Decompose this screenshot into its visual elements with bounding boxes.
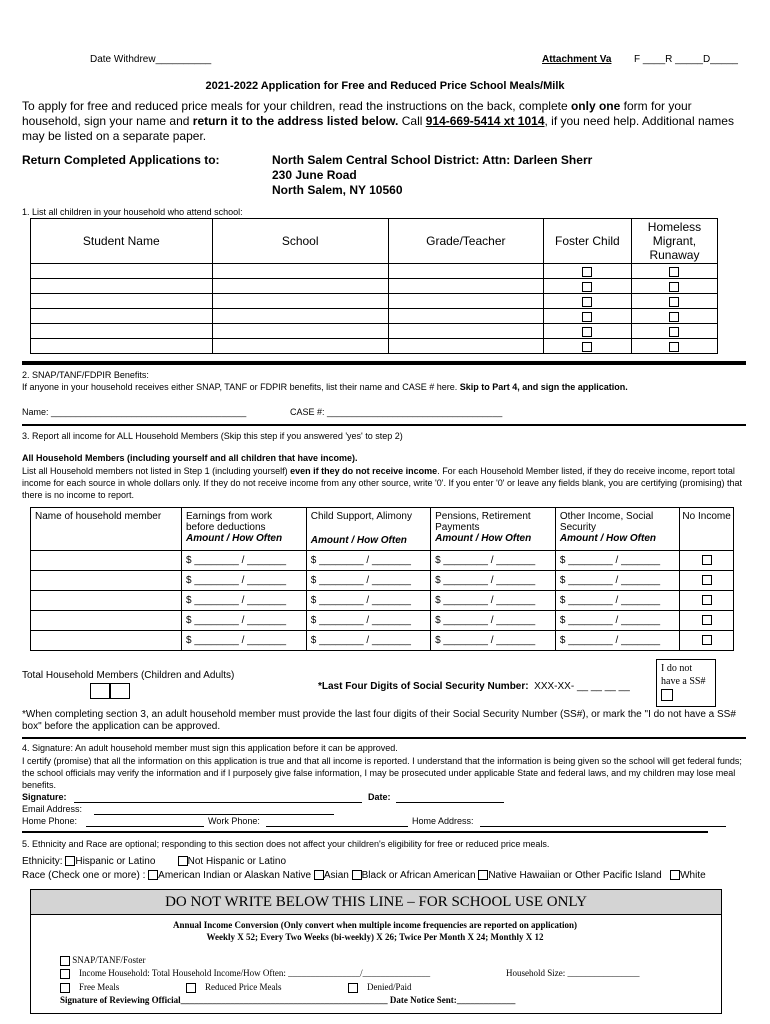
step1-label: 1. List all children in your household who attend school: xyxy=(22,207,243,217)
foster-checkbox[interactable] xyxy=(582,342,592,352)
pensions-cell[interactable]: $ ________ / _______ xyxy=(431,591,556,611)
school-cell[interactable] xyxy=(212,309,388,324)
table-row xyxy=(31,611,734,631)
no-income-checkbox[interactable] xyxy=(702,635,712,645)
school-use-banner: DO NOT WRITE BELOW THIS LINE – FOR SCHOOL USE ONLY xyxy=(30,889,722,915)
work-phone-label: Work Phone: xyxy=(208,816,260,826)
student-name-cell[interactable] xyxy=(31,324,213,339)
pensions-cell[interactable]: $ ________ / _______ xyxy=(431,571,556,591)
foster-checkbox[interactable] xyxy=(582,327,592,337)
intro-text: To apply for free and reduced price meals for your children, read the instructions on the back, complete only one form for your household, sign your name and return it to the address listed below. Call 914-669-5414 xt 1014, if you need help. Additional names may be listed on a separate paper. xyxy=(22,99,734,143)
earnings-cell[interactable]: $ ________ / _______ xyxy=(182,631,307,651)
no-income-checkbox[interactable] xyxy=(702,555,712,565)
total-members-box-2[interactable] xyxy=(110,683,130,699)
homeless-checkbox[interactable] xyxy=(669,297,679,307)
table-row xyxy=(31,279,718,294)
table-row xyxy=(31,631,734,651)
pensions-cell[interactable]: $ ________ / _______ xyxy=(431,631,556,651)
frd-codes: F ____R _____D_____ xyxy=(634,54,738,65)
homeless-checkbox[interactable] xyxy=(669,312,679,322)
student-name-cell[interactable] xyxy=(31,294,213,309)
return-address: North Salem Central School District: Attn: Darleen Sherr 230 June Road North Salem, NY 10560 xyxy=(272,153,593,197)
reduced-checkbox[interactable] xyxy=(186,983,196,993)
race-row: Race (Check one or more) : American Indian or Alaskan Native Asian Black or African American Native Hawaiian or Other Pacific Island White xyxy=(22,870,706,881)
col-pensions: Pensions, Retirement Payments Amount / How Often xyxy=(431,508,556,551)
date-withdrew: Date Withdrew__________ xyxy=(90,54,212,65)
denied-checkbox[interactable] xyxy=(348,983,358,993)
ssn-note: *When completing section 3, an adult household member must provide the last four digits of their Social Security Number (SS#), or mark the "I do not have a SS# box" before the application can be approved. xyxy=(22,709,736,732)
table-row xyxy=(31,591,734,611)
no-income-checkbox[interactable] xyxy=(702,615,712,625)
other-income-cell[interactable]: $ ________ / _______ xyxy=(555,591,679,611)
race-asian-checkbox[interactable] xyxy=(314,870,324,880)
table-row xyxy=(31,339,718,354)
col-no-income: No Income xyxy=(680,508,734,551)
grade-cell[interactable] xyxy=(388,309,543,324)
attachment-label: Attachment Va xyxy=(542,54,612,65)
total-members-label: Total Household Members (Children and Adults) xyxy=(22,670,235,681)
free-meals-checkbox[interactable] xyxy=(60,983,70,993)
member-name-cell[interactable] xyxy=(31,611,182,631)
step3-subtitle: All Household Members (including yourself and all children that have income). xyxy=(22,453,358,463)
section-divider xyxy=(22,831,708,833)
col-earnings: Earnings from work before deductions Amount / How Often xyxy=(182,508,307,551)
table-row xyxy=(31,309,718,324)
signature-label: Signature: xyxy=(22,792,67,802)
no-ssn-checkbox[interactable] xyxy=(661,689,673,701)
child-support-cell[interactable]: $ ________ / _______ xyxy=(306,551,430,571)
no-income-checkbox[interactable] xyxy=(702,575,712,585)
child-support-cell[interactable]: $ ________ / _______ xyxy=(306,591,430,611)
member-name-cell[interactable] xyxy=(31,571,182,591)
ssn-field[interactable]: *Last Four Digits of Social Security Number: XXX-XX- __ __ __ __ xyxy=(318,681,630,692)
page-title: 2021-2022 Application for Free and Reduced Price School Meals/Milk xyxy=(205,80,565,92)
office-reduced: Reduced Price Meals xyxy=(186,982,281,993)
earnings-cell[interactable]: $ ________ / _______ xyxy=(182,571,307,591)
table-row xyxy=(31,551,734,571)
hispanic-checkbox[interactable] xyxy=(65,856,75,866)
snap-checkbox[interactable] xyxy=(60,956,70,966)
conversion-line-2: Weekly X 52; Every Two Weeks (bi-weekly) X 26; Twice Per Month X 24; Monthly X 12 xyxy=(206,932,544,942)
snap-case-field[interactable]: CASE #: ___________________________________ xyxy=(290,407,503,417)
race-hawaiian-checkbox[interactable] xyxy=(478,870,488,880)
pensions-cell[interactable]: $ ________ / _______ xyxy=(431,551,556,571)
student-name-cell[interactable] xyxy=(31,279,213,294)
income-table xyxy=(30,507,734,651)
no-income-checkbox[interactable] xyxy=(702,595,712,605)
foster-checkbox[interactable] xyxy=(582,312,592,322)
homeless-checkbox[interactable] xyxy=(669,327,679,337)
no-ssn-box: I do not have a SS# xyxy=(656,659,716,707)
pensions-cell[interactable]: $ ________ / _______ xyxy=(431,611,556,631)
home-address-field[interactable] xyxy=(480,826,726,827)
office-income-household: Income Household: Total Household Income/How Often: ________________/_______________ xyxy=(60,968,430,979)
member-name-cell[interactable] xyxy=(31,631,182,651)
conversion-line-1: Annual Income Conversion (Only convert when multiple income frequencies are reported on application) xyxy=(173,920,577,930)
foster-checkbox[interactable] xyxy=(582,267,592,277)
grade-cell[interactable] xyxy=(388,294,543,309)
household-size: Household Size: ________________ xyxy=(506,968,640,978)
students-table xyxy=(30,218,718,354)
certification-text: I certify (promise) that all the information on this application is true and that all income is reported. I understand that the information is being given so the school will get federal funds; the school officials may verify the information and if I purposely give false information, I may be prosecuted under applicable State and federal laws, and my children may lose meal benefits. xyxy=(22,756,742,790)
date-field[interactable] xyxy=(396,802,504,803)
member-name-cell[interactable] xyxy=(31,551,182,571)
student-name-cell[interactable] xyxy=(31,339,213,354)
step3-title: 3. Report all income for ALL Household Members (Skip this step if you answered 'yes' to step 2) xyxy=(22,431,403,441)
section-divider xyxy=(22,361,746,365)
col-school: School xyxy=(212,219,388,264)
earnings-cell[interactable]: $ ________ / _______ xyxy=(182,551,307,571)
col-other-income: Other Income, Social Security Amount / How Often xyxy=(555,508,679,551)
office-free-meals: Free Meals xyxy=(60,982,119,993)
student-name-cell[interactable] xyxy=(31,264,213,279)
other-income-cell[interactable]: $ ________ / _______ xyxy=(555,631,679,651)
section-divider xyxy=(22,424,746,426)
email-field[interactable] xyxy=(94,814,334,815)
homeless-checkbox[interactable] xyxy=(669,282,679,292)
earnings-cell[interactable]: $ ________ / _______ xyxy=(182,611,307,631)
table-row xyxy=(31,264,718,279)
step2-text: If anyone in your household receives either SNAP, TANF or FDPIR benefits, list their name and CASE # here. Skip to Part 4, and sign the application. xyxy=(22,382,628,392)
snap-name-field[interactable]: Name: _______________________________________ xyxy=(22,407,247,417)
email-label: Email Address: xyxy=(22,804,83,814)
earnings-cell[interactable]: $ ________ / _______ xyxy=(182,591,307,611)
step2-title: 2. SNAP/TANF/FDPIR Benefits: xyxy=(22,370,149,380)
child-support-cell[interactable]: $ ________ / _______ xyxy=(306,631,430,651)
home-phone-label: Home Phone: xyxy=(22,816,78,826)
office-denied: Denied/Paid xyxy=(348,982,412,993)
col-grade-teacher: Grade/Teacher xyxy=(388,219,543,264)
table-row xyxy=(31,324,718,339)
section-divider xyxy=(22,737,746,739)
other-income-cell[interactable]: $ ________ / _______ xyxy=(555,551,679,571)
step3-instructions: List all Household members not listed in Step 1 (including yourself) even if they do not receive income. For each Household Member listed, if they do receive income, report total income for each source in whole dollars only. If they do not receive income from any other source, write '0'. If you enter '0' or leave any fields blank, you are certifying (promising) that there is no income to report. xyxy=(22,466,743,500)
home-address-label: Home Address: xyxy=(412,816,474,826)
total-members-box-1[interactable] xyxy=(90,683,110,699)
school-cell[interactable] xyxy=(212,294,388,309)
grade-cell[interactable] xyxy=(388,264,543,279)
col-student-name: Student Name xyxy=(31,219,213,264)
child-support-cell[interactable]: $ ________ / _______ xyxy=(306,571,430,591)
office-snap: SNAP/TANF/Foster xyxy=(60,955,146,966)
work-phone-field[interactable] xyxy=(266,826,408,827)
race-white-checkbox[interactable] xyxy=(670,870,680,880)
grade-cell[interactable] xyxy=(388,339,543,354)
homeless-checkbox[interactable] xyxy=(669,267,679,277)
table-row xyxy=(31,294,718,309)
help-phone: 914-669-5414 xt 1014 xyxy=(425,114,545,128)
other-income-cell[interactable]: $ ________ / _______ xyxy=(555,571,679,591)
col-child-support: Child Support, Alimony Amount / How Often xyxy=(306,508,430,551)
race-black-checkbox[interactable] xyxy=(352,870,362,880)
school-cell[interactable] xyxy=(212,324,388,339)
col-household-member: Name of household member xyxy=(31,508,182,551)
step5-title: 5. Ethnicity and Race are optional; responding to this section does not affect your children's eligibility for free or reduced price meals. xyxy=(22,839,550,849)
student-name-cell[interactable] xyxy=(31,309,213,324)
school-cell[interactable] xyxy=(212,279,388,294)
other-income-cell[interactable]: $ ________ / _______ xyxy=(555,611,679,631)
col-homeless: Homeless Migrant, Runaway xyxy=(631,219,717,264)
homeless-checkbox[interactable] xyxy=(669,342,679,352)
table-row xyxy=(31,571,734,591)
race-american-indian-checkbox[interactable] xyxy=(148,870,158,880)
date-label: Date: xyxy=(368,792,391,802)
step4-title: 4. Signature: An adult household member must sign this application before it can be approved. xyxy=(22,743,398,753)
child-support-cell[interactable]: $ ________ / _______ xyxy=(306,611,430,631)
col-foster-child: Foster Child xyxy=(543,219,631,264)
grade-cell[interactable] xyxy=(388,279,543,294)
foster-checkbox[interactable] xyxy=(582,282,592,292)
ethnicity-row: Ethnicity: Hispanic or Latino Not Hispanic or Latino xyxy=(22,856,287,867)
not-hispanic-checkbox[interactable] xyxy=(178,856,188,866)
school-cell[interactable] xyxy=(212,264,388,279)
member-name-cell[interactable] xyxy=(31,591,182,611)
home-phone-field[interactable] xyxy=(86,826,204,827)
return-label: Return Completed Applications to: xyxy=(22,153,220,167)
income-household-checkbox[interactable] xyxy=(60,969,70,979)
official-signature-line[interactable]: Signature of Reviewing Official______________________________________________ Date Notice Sent:_____________ xyxy=(60,995,516,1005)
school-cell[interactable] xyxy=(212,339,388,354)
signature-field[interactable] xyxy=(74,802,362,803)
grade-cell[interactable] xyxy=(388,324,543,339)
foster-checkbox[interactable] xyxy=(582,297,592,307)
